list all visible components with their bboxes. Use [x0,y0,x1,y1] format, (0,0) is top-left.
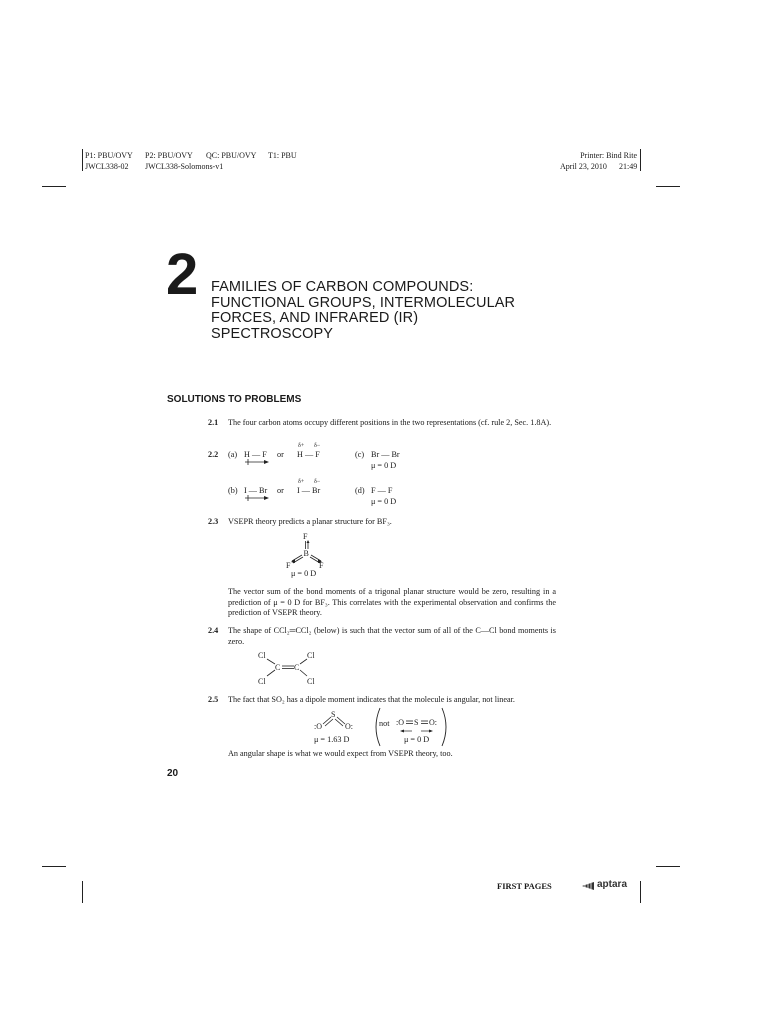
so2-mu-angular: μ = 1.63 D [314,735,350,744]
label-c: (c) [355,450,365,459]
chapter-title-line-4: SPECTROSCOPY [211,325,334,342]
svg-text::O: :O [314,722,322,731]
mu-f2: μ = 0 D [371,497,397,506]
problem-2-4-text: The shape of CCl₂═CCl₂ (below) is such that the vector sum of all of the C—Cl bond moments is zero. [228,626,556,646]
svg-text:C: C [275,663,281,672]
crop-mark-bottom-right-vertical [640,881,641,903]
header-code: JWCL338-02 [85,162,129,171]
delta-plus-a: δ+ [298,443,305,449]
problem-2-1-text: The four carbon atoms occupy different positions in the two representations (cf. rule 2, Sec. 1.8A). [228,418,552,427]
label-a: (a) [228,450,238,459]
svg-text:Cl: Cl [258,677,266,686]
bf3-mu: μ = 0 D [291,569,317,578]
or-b: or [277,486,284,495]
label-d: (d) [355,486,365,495]
problem-2-5-text: The fact that SO₂ has a dipole moment indicates that the molecule is angular, not linear. [228,695,515,704]
svg-text:Cl: Cl [307,677,315,686]
crop-mark-bottom-left [42,866,66,867]
mu-br2: μ = 0 D [371,461,397,470]
chapter-title-line-2: FUNCTIONAL GROUPS, INTERMOLECULAR [211,294,516,311]
page-number: 20 [167,768,179,779]
header-p1: P1: PBU/OVY [85,151,133,160]
formula-ibr-partial: I — Br [297,486,321,495]
formula-ibr-vector: I — Br [244,486,268,495]
svg-text:Cl: Cl [307,651,315,660]
dipole-arrow-ibr [244,495,270,501]
svg-text:F: F [303,532,308,541]
section-title: SOLUTIONS TO PROBLEMS [167,394,302,405]
svg-text:O:: O: [345,722,353,731]
header-right-rule [640,149,641,171]
svg-text:F: F [319,561,324,570]
delta-minus-a: δ− [314,443,321,449]
chapter-title-line-1: FAMILIES OF CARBON COMPOUNDS: [211,279,474,295]
header-t1: T1: PBU [268,151,297,160]
crop-mark-bottom-right [656,866,680,867]
chapter-title-line-3: FORCES, AND INFRARED (IR) [211,310,419,326]
label-b: (b) [228,486,238,495]
so2-angular-structure [312,708,360,732]
crop-mark-top-left [42,186,66,187]
svg-text:B: B [303,549,309,558]
header-qc: QC: PBU/OVY [206,151,257,160]
formula-hf-vector: H — F [244,450,267,459]
chapter-title [211,280,515,342]
footer-label: FIRST PAGES [497,881,552,891]
header-p2: P2: PBU/OVY [145,151,193,160]
ccl2ccl2-structure [255,647,321,687]
formula-f2: F — F [371,486,393,495]
svg-text:C: C [294,663,300,672]
svg-text:Cl: Cl [258,651,266,660]
problem-2-3-intro: VSEPR theory predicts a planar structure for BF₃. [228,517,392,526]
svg-text:S: S [331,710,336,719]
problem-2-1-number: 2.1 [208,418,219,427]
problem-2-5-number: 2.5 [208,695,219,704]
header-book: JWCL338-Solomons-v1 [145,162,224,171]
so2-mu-linear: μ = 0 D [404,735,430,744]
svg-text::O: :O [396,718,404,727]
svg-text:S: S [414,718,419,727]
not-label: not [379,719,390,728]
svg-text:F: F [286,561,291,570]
footer-brand: aptara [597,879,628,890]
formula-hf-partial: H — F [297,450,320,459]
header-printer: Printer: Bind Rite [580,151,637,160]
header-date: April 23, 2010 [560,162,607,171]
header-time: 21:49 [619,162,638,171]
problem-2-5-after: An angular shape is what we would expect from VSEPR theory, too. [228,749,453,758]
dipole-arrow-hf [244,459,270,465]
bf3-structure [283,530,329,570]
chapter-number: 2 [166,242,199,307]
problem-2-3-number: 2.3 [208,517,219,526]
crop-mark-bottom-left-vertical [82,881,83,903]
aptara-logo-icon [581,881,595,891]
formula-br2: Br — Br [371,450,400,459]
problem-2-3-paragraph: The vector sum of the bond moments of a trigonal planar structure would be zero, resulting in a prediction of μ = 0 D for BF₃. This correlates with the experimental observation and confirms the prediction of VSEPR theory. [228,587,556,617]
crop-mark-top-right [656,186,680,187]
or-a: or [277,450,284,459]
svg-text:O:: O: [429,718,437,727]
delta-minus-b: δ− [314,479,321,485]
problem-2-2-number: 2.2 [208,450,219,459]
header-left-rule [82,149,83,171]
problem-2-4-number: 2.4 [208,626,219,635]
delta-plus-b: δ+ [298,479,305,485]
